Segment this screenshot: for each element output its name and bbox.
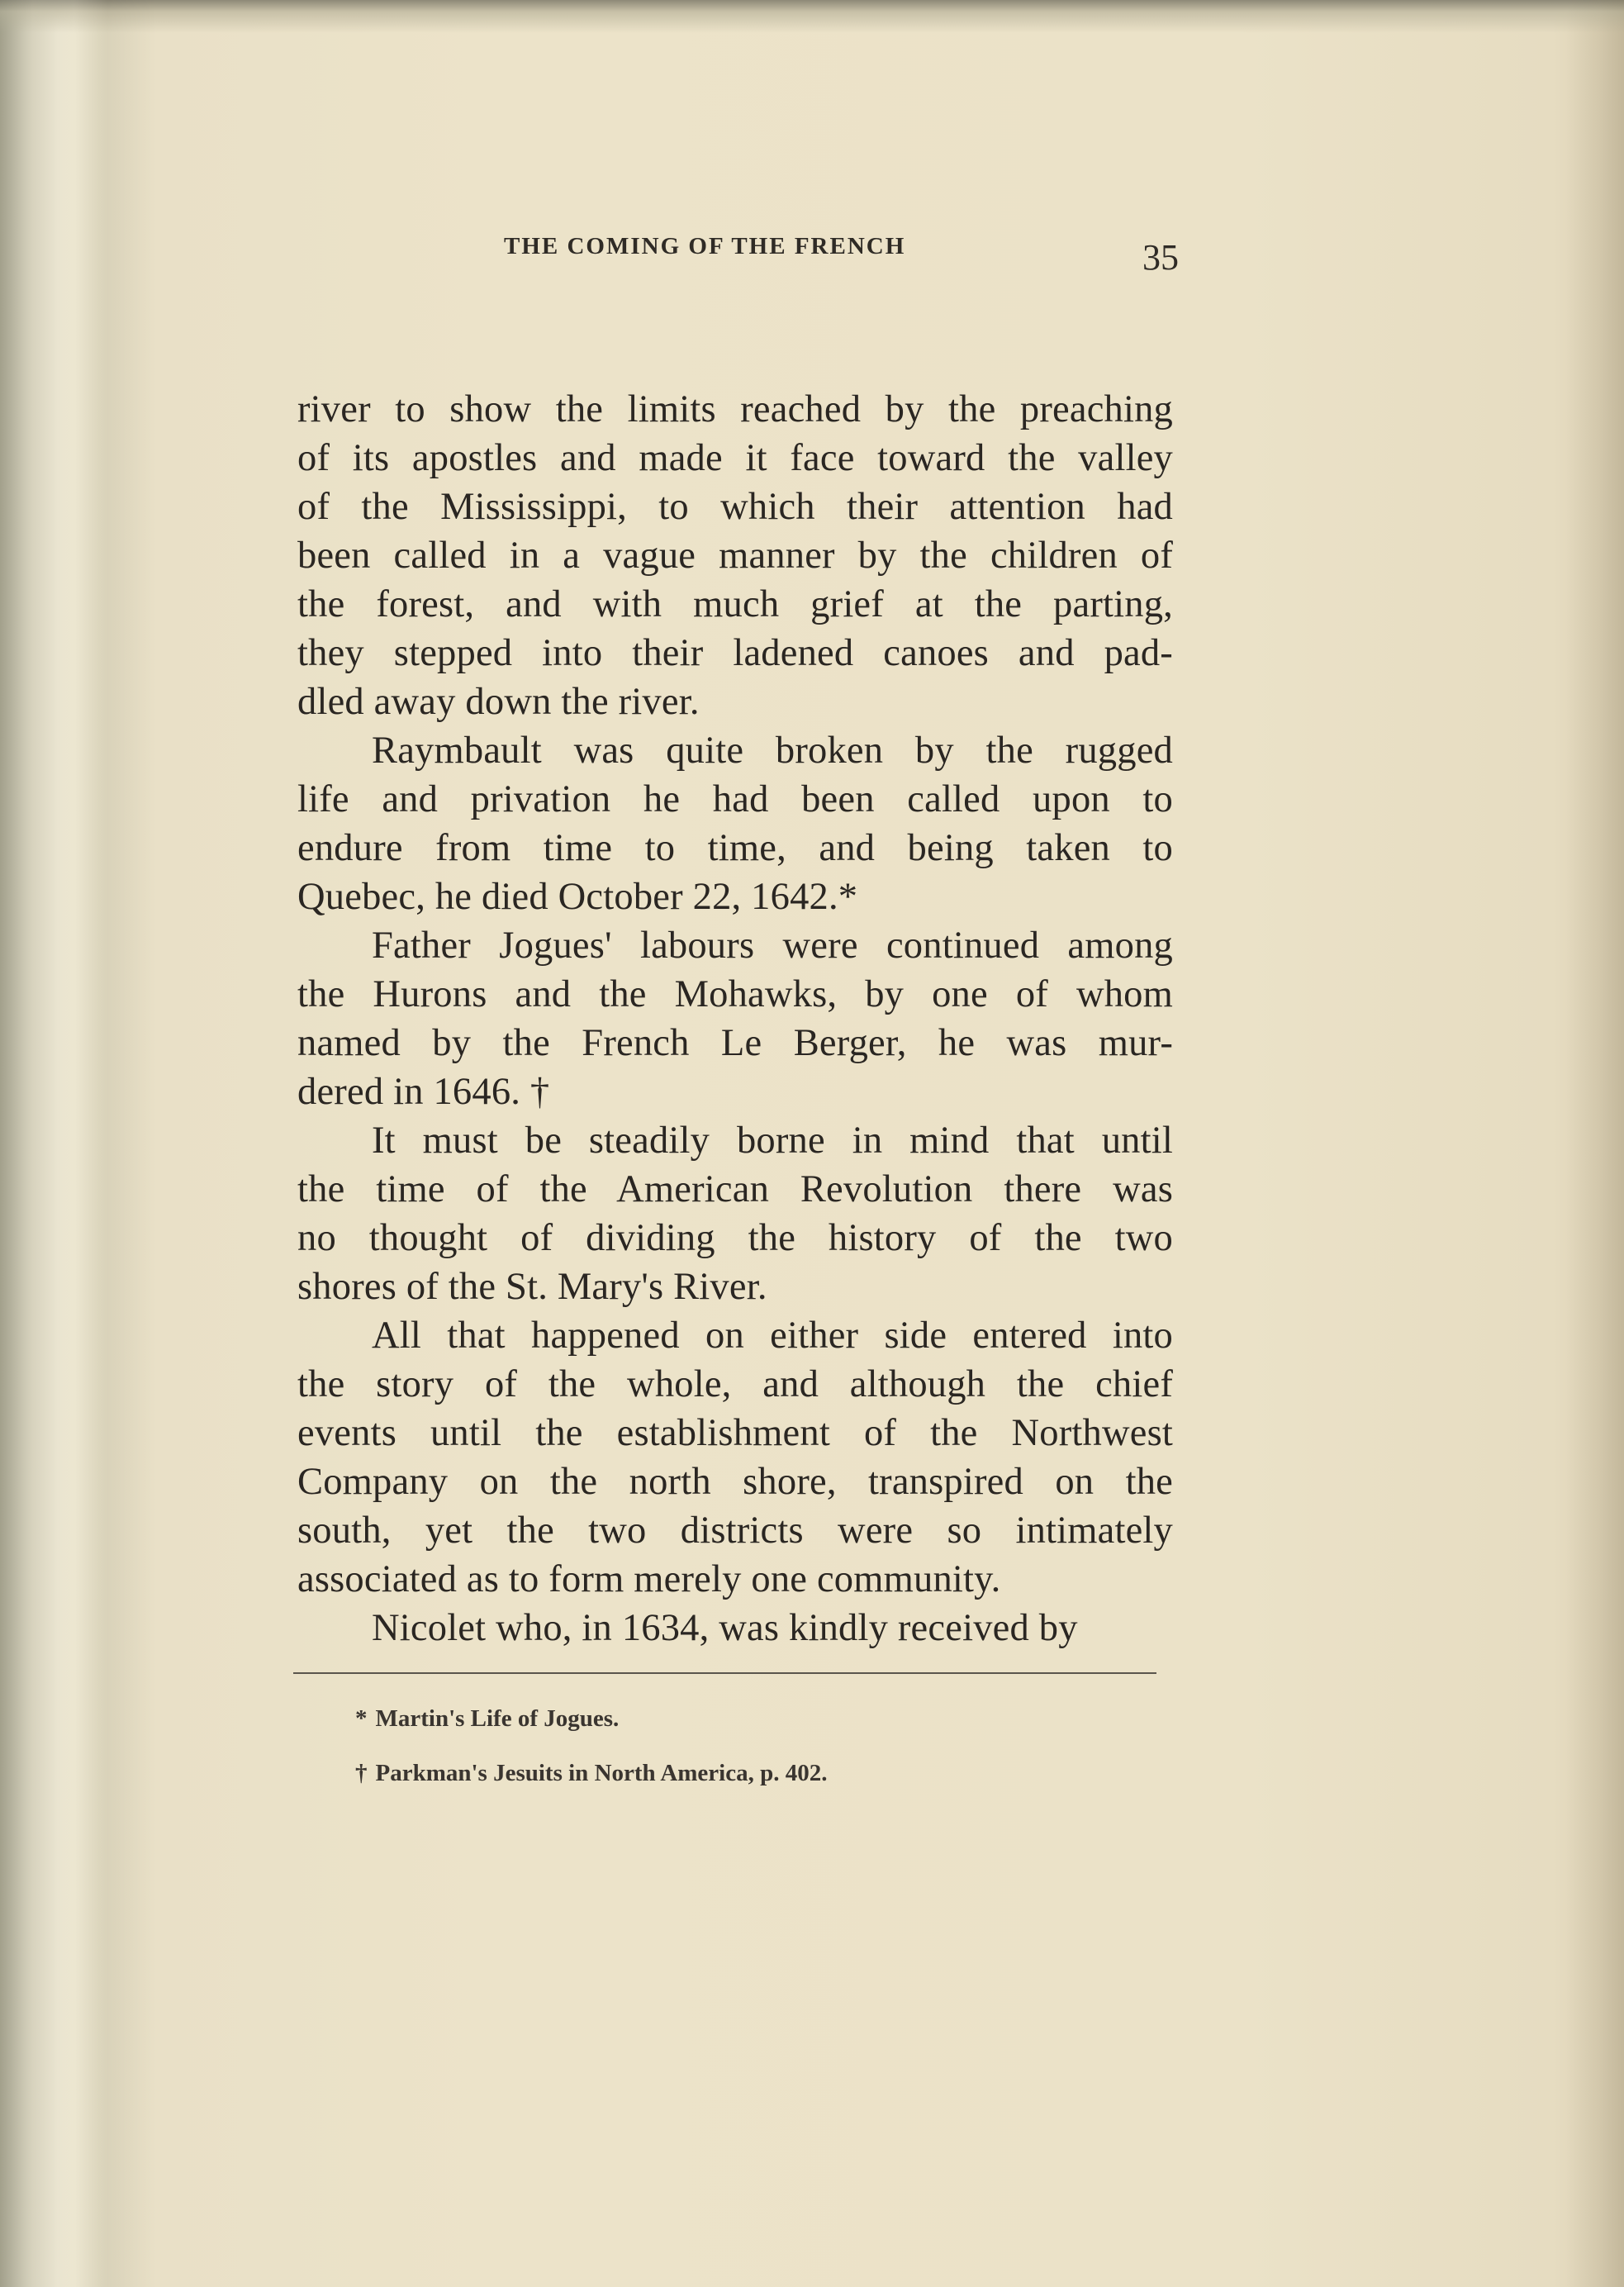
text-line: of its apostles and made it face toward the valley <box>297 437 1173 479</box>
text-line: named by the French Le Berger, he was mur- <box>297 1022 1173 1064</box>
text-line: life and privation he had been called upon to <box>297 778 1173 820</box>
text-line: Nicolet who, in 1634, was kindly received by <box>372 1607 1078 1649</box>
text-line: Company on the north shore, transpired on the <box>297 1461 1173 1503</box>
text-line: Quebec, he died October 22, 1642.* <box>297 876 858 918</box>
text-line: no thought of dividing the history of the two <box>297 1217 1173 1259</box>
footnote-text: Parkman's Jesuits in North America, p. 402. <box>375 1760 828 1786</box>
text-line: events until the establishment of the Northwest <box>297 1412 1173 1454</box>
text-line: dered in 1646. † <box>297 1071 550 1113</box>
running-head: THE COMING OF THE FRENCH <box>504 233 906 259</box>
text-line: dled away down the river. <box>297 681 700 723</box>
text-line: the time of the American Revolution there was <box>297 1168 1173 1210</box>
footnote <box>355 1757 1099 1811</box>
text-line: the Hurons and the Mohawks, by one of whom <box>297 973 1173 1015</box>
text-line: the story of the whole, and although the chief <box>297 1363 1173 1405</box>
footnote <box>355 1702 1099 1757</box>
text-line: associated as to form merely one community. <box>297 1558 1001 1600</box>
text-line: south, yet the two districts were so intimately <box>297 1510 1173 1552</box>
footnote-mark: * <box>355 1705 368 1732</box>
text-line: the forest, and with much grief at the parting, <box>297 583 1173 625</box>
text-line: Father Jogues' labours were continued among <box>372 925 1173 967</box>
text-line: It must be steadily borne in mind that until <box>372 1120 1173 1162</box>
text-line: Raymbault was quite broken by the rugged <box>372 730 1173 772</box>
text-line: been called in a vague manner by the children of <box>297 535 1173 577</box>
text-line: of the Mississippi, to which their attention had <box>297 486 1173 528</box>
body-text <box>297 385 1173 1652</box>
text-line: endure from time to time, and being taken to <box>297 827 1173 869</box>
footnotes <box>355 1702 1099 1811</box>
footnote-rule <box>293 1672 1156 1674</box>
page-number: 35 <box>1142 237 1179 278</box>
text-line: shores of the St. Mary's River. <box>297 1266 767 1308</box>
text-line: they stepped into their ladened canoes and pad- <box>297 632 1173 674</box>
text-line: river to show the limits reached by the preaching <box>297 388 1173 430</box>
footnote-mark: † <box>355 1760 368 1786</box>
text-line: All that happened on either side entered into <box>372 1315 1173 1357</box>
footnote-text: Martin's Life of Jogues. <box>375 1705 620 1732</box>
